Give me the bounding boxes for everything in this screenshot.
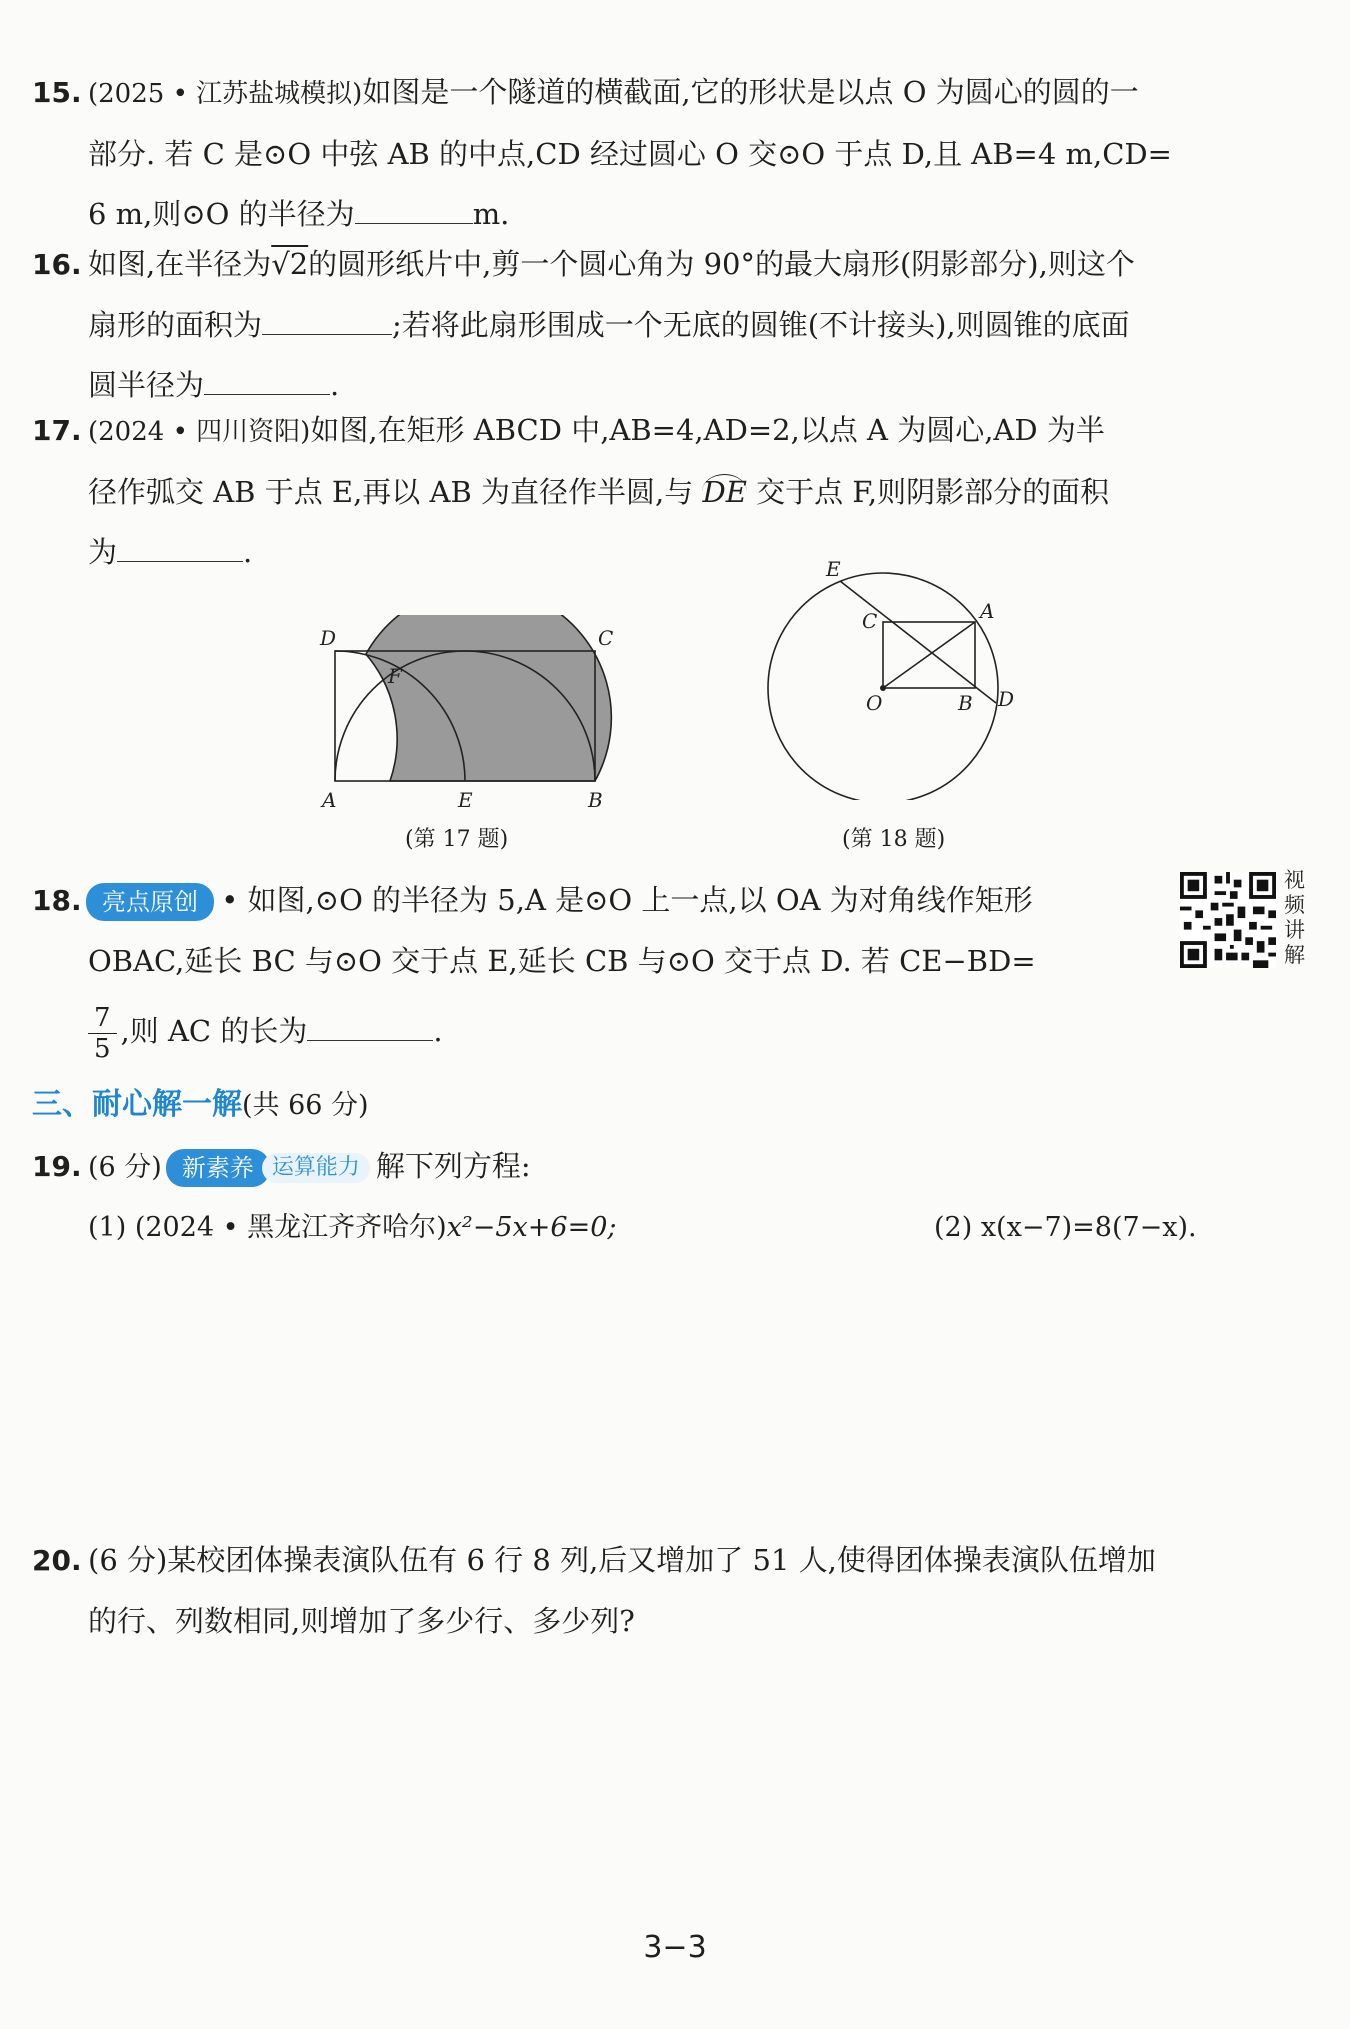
qr-label: 视频讲解: [1284, 868, 1305, 967]
q18-line-3: [32, 1001, 1172, 1064]
question-number: 20.: [32, 1544, 82, 1577]
answer-blank[interactable]: [355, 193, 473, 224]
question-18: [32, 870, 1172, 1064]
q15-text-3a: 6 m,则⊙O 的半径为: [88, 197, 355, 231]
q15-line-1: [32, 62, 1302, 124]
label-f: F: [388, 664, 402, 688]
question-19: [32, 1136, 1302, 1258]
q17-text-1: 如图,在矩形 ABCD 中,AB=4,AD=2,以点 A 为圆心,AD 为半: [310, 413, 1105, 447]
page-number: 3−3: [643, 1930, 707, 1965]
section-title: 三、耐心解一解: [32, 1087, 242, 1122]
shaded-region: [366, 615, 614, 781]
q16-text-3b: .: [330, 368, 340, 402]
q17-text-2a: 径作弧交 AB 于点 E,再以 AB 为直径作半圆,与: [88, 475, 694, 509]
label-a: A: [322, 788, 337, 812]
line-ed: [840, 581, 996, 703]
q16-text-1b: 的圆形纸片中,剪一个圆心角为 90°的最大扇形(阴影部分),则这个: [308, 247, 1135, 281]
q15-line-2: 部分. 若 C 是⊙O 中弦 AB 的中点,CD 经过圆心 O 交⊙O 于点 D,且 AB=4 m,CD=: [88, 137, 1172, 171]
label-a: A: [980, 599, 995, 623]
question-source: (2025 • 江苏盐城模拟): [88, 79, 363, 109]
figure-17-caption: (第 17 题): [405, 827, 509, 852]
q20-line-2: 的行、列数相同,则增加了多少行、多少列?: [88, 1604, 635, 1638]
question-17: [32, 400, 1302, 582]
q17-line-2: [32, 462, 1302, 522]
question-number: 15.: [32, 76, 82, 109]
q18-text-1: 如图,⊙O 的半径为 5,A 是⊙O 上一点,以 OA 为对角线作矩形: [247, 883, 1033, 917]
q16-text-2a: 扇形的面积为: [88, 308, 263, 342]
q17-text-3a: 为: [88, 535, 118, 569]
label-b: B: [958, 691, 973, 715]
q15-text-3b: m.: [472, 197, 510, 231]
q20-line-1: [32, 1530, 1302, 1591]
q18-line-1: 18. 亮点原创 • 如图,⊙O 的半径为 5,A 是⊙O 上一点,以 OA 为对角线作矩形: [32, 870, 1172, 931]
new-literacy-badge: 新素养: [168, 1151, 268, 1185]
q16-line-2: [32, 295, 1302, 355]
figure-18-caption: (第 18 题): [842, 827, 946, 852]
q16-line-1: [32, 234, 1302, 295]
section-heading: [32, 1080, 369, 1131]
question-number: 18.: [32, 884, 82, 917]
original-badge: 亮点原创: [88, 885, 212, 919]
label-b: B: [588, 788, 603, 812]
q17-line-1: [32, 400, 1302, 462]
label-d: D: [998, 687, 1015, 711]
q17-line-3: [32, 522, 1302, 582]
part-1-equation: x²−5x+6=0;: [446, 1212, 617, 1243]
label-d: D: [320, 626, 337, 650]
sqrt-expression: √2: [271, 247, 309, 281]
q16-text-3a: 圆半径为: [88, 368, 205, 402]
q15-text-1: 如图是一个隧道的横截面,它的形状是以点 O 为圆心的圆的一: [362, 75, 1139, 109]
q16-text-2b: ;若将此扇形围成一个无底的圆锥(不计接头),则圆锥的底面: [392, 308, 1130, 342]
label-e: E: [826, 560, 841, 581]
question-20: [32, 1530, 1302, 1651]
skill-badge: 运算能力: [262, 1153, 370, 1183]
fraction-numerator: 7: [88, 1003, 117, 1034]
figure-18: [760, 560, 1060, 800]
question-15: [32, 62, 1302, 244]
q18-text-3b: .: [433, 1014, 443, 1048]
q18-text-3a: ,则 AC 的长为: [120, 1014, 308, 1048]
q17-text-2b: 交于点 F,则阴影部分的面积: [756, 475, 1110, 509]
arc-de: DE: [702, 475, 747, 509]
label-c: C: [862, 609, 878, 633]
answer-blank[interactable]: [117, 531, 243, 562]
fraction-denominator: 5: [94, 1033, 111, 1064]
question-number: 19.: [32, 1150, 82, 1183]
question-number: 17.: [32, 414, 82, 447]
part-2-equation: (2) x(x−7)=8(7−x).: [934, 1212, 1197, 1243]
label-e: E: [458, 788, 473, 812]
section-score: (共 66 分): [242, 1090, 369, 1121]
q16-text-1a: 如图,在半径为: [88, 247, 272, 281]
answer-blank[interactable]: [262, 304, 392, 335]
q18-line-2: OBAC,延长 BC 与⊙O 交于点 E,延长 CB 与⊙O 交于点 D. 若 CE−BD=: [88, 944, 1036, 978]
q17-text-3b: .: [243, 535, 253, 569]
q19-line-1: [32, 1136, 1302, 1198]
fraction: [88, 1003, 117, 1064]
question-16: [32, 234, 1302, 415]
question-score: (6 分): [88, 1152, 162, 1183]
label-c: C: [598, 626, 614, 650]
part-1-source: (1) (2024 • 黑龙江齐齐哈尔): [88, 1212, 447, 1243]
q19-text: 解下列方程:: [375, 1149, 531, 1183]
question-source: (2024 • 四川资阳): [88, 417, 311, 447]
answer-blank[interactable]: [204, 364, 330, 395]
q20-text-1: (6 分)某校团体操表演队伍有 6 行 8 列,后又增加了 51 人,使得团体操表演队伍增加: [88, 1543, 1156, 1577]
q19-parts: [32, 1198, 1302, 1258]
answer-blank[interactable]: [307, 1010, 433, 1041]
question-number: 16.: [32, 248, 82, 281]
diagonal-oa: [883, 622, 975, 688]
figure-17: [310, 615, 630, 815]
label-o: O: [866, 691, 883, 715]
qr-code-icon[interactable]: [1180, 872, 1276, 968]
